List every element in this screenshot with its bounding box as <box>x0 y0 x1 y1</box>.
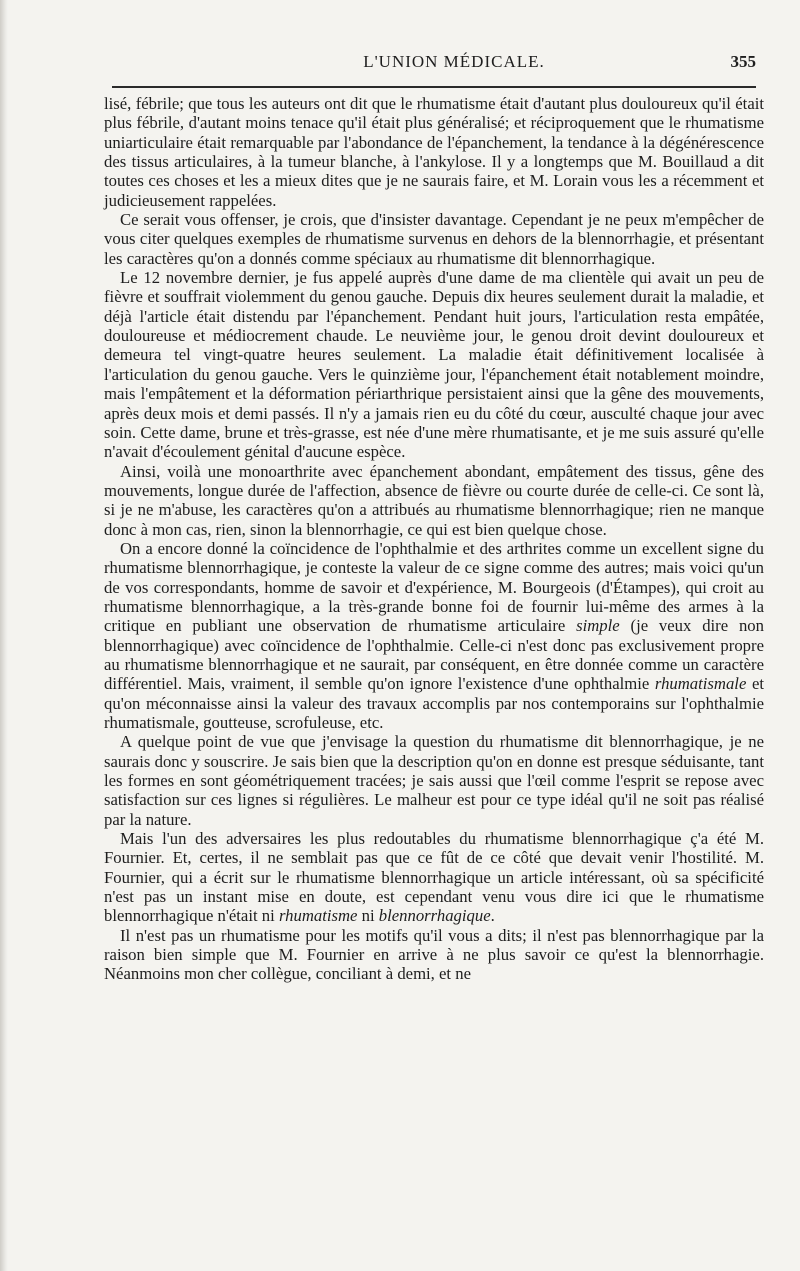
italic-term: blennorrhagique <box>378 906 491 926</box>
paragraph <box>104 829 764 926</box>
article-body <box>104 94 764 984</box>
paragraph: Ainsi, voilà une monoarthrite avec épanchement abondant, empâtement des tissus, gêne des mouvements, longue durée de l'affection, absence de fièvre ou courte durée de celle-ci. Ce sont là, si je ne m'abuse, les caractères qu'on a attribués au rhumatisme blennorrhagique; rien ne manque donc à mon cas, rien, sinon la blennorrhagie, ce qui est bien quelque chose. <box>104 461 764 539</box>
text-run: et qu'on méconnaisse ainsi la valeur des travaux accomplis par nos contemporains sur l'ophthalmie rhumatismale, goutteuse, scrofuleuse, etc. <box>104 674 765 732</box>
book-page <box>104 52 764 984</box>
paragraph: Ce serait vous offenser, je crois, que d'insister davantage. Cependant je ne peux m'empêcher de vous citer quelques exemples de rhumatisme survenus en dehors de la blennorrhagie, et présentant les caractères qu'on a donnés comme spéciaux au rhumatisme dit blennorrhagique. <box>104 210 764 268</box>
paragraph: A quelque point de vue que j'envisage la question du rhumatisme dit blennorrhagique, je ne saurais donc y souscrire. Je sais bien que la description qu'on en donne est presque séduisante, tant les formes en sont géométriquement tracées; je sais aussi que l'œil comme l'esprit se repose avec satisfaction sur ces lignes si régulières. Le malheur est pour ce type idéal qu'il ne soit pas réalisé par la nature. <box>104 732 764 829</box>
italic-term: rhumatisme <box>278 906 358 926</box>
italic-term: rhumatismale <box>654 674 747 694</box>
paragraph-continuation: lisé, fébrile; que tous les auteurs ont dit que le rhumatisme était d'autant plus douloureux qu'il était plus fébrile, d'autant moins tenace qu'il était plus généralisé; et réciproquement que le rhumatisme uniarticulaire était remarquable par l'abondance de l'épanchement, la tendance à la dégénérescence des tissus articulaires, à la tumeur blanche, à l'ankylose. Il y a longtemps que M. Bouillaud a dit toutes ces choses et les a mieux dites que je ne saurais faire, et M. Lorain vous les a récemment et judicieusement rappelées. <box>104 94 764 210</box>
header-rule <box>112 86 756 88</box>
text-run: (je veux dire non blennorrhagique) avec coïncidence de l'ophthalmie. Celle-ci n'est donc pas exclusivement propre au rhumatisme blennorrhagique et ne saurait, par conséquent, en être donnée comme un caractère différentiel. Mais, vraiment, il semble qu'on ignore l'existence d'une ophthalmie <box>104 616 764 694</box>
italic-term: simple <box>576 616 620 636</box>
paragraph: Le 12 novembre dernier, je fus appelé auprès d'une dame de ma clientèle qui avait un peu de fièvre et souffrait violemment du genou gauche. Depuis dix heures seulement durait la maladie, et déjà l'article était distendu par l'épanchement. Pendant huit jours, l'articulation resta empâtée, douloureuse et médiocrement chaude. Le neuvième jour, le genou droit devint douloureux et demeura tel vingt-quatre heures seulement. La maladie était définitivement localisée à l'articulation du genou gauche. Vers le quinzième jour, l'épanchement était notablement moindre, mais l'empâtement et la déformation périarthrique persistaient ainsi que la gêne des mouvements, après deux mois et demi passés. Il n'y a jamais rien eu du côté du cœur, ausculté chaque jour avec soin. Cette dame, brune et très-grasse, est née d'une mère rhumatisante, et je me suis assuré qu'elle n'avait d'écoulement génital d'aucune espèce. <box>104 268 764 462</box>
journal-title: L'UNION MÉDICALE. <box>363 52 545 71</box>
text-run: On a encore donné la coïncidence de l'ophthalmie et des arthrites comme un excellent signe du rhumatisme blennorrhagique, je conteste la valeur de ce signe comme des autres; mais voici qu'un de vos correspondants, homme de savoir et d'expérience, M. Bourgeois (d'Étampes), qui croit au rhumatisme blennorrhagique, a la très-grande bonne foi de fournir lui-même des armes à la critique en publiant une observation de rhumatisme articulaire <box>104 538 764 636</box>
paragraph <box>104 539 764 732</box>
page-binding-edge <box>0 0 8 1271</box>
paragraph: Il n'est pas un rhumatisme pour les motifs qu'il vous a dits; il n'est pas blennorrhagique par la raison bien simple que M. Fournier en arrive à ne plus savoir ce qu'est la blennorrhagie. Néanmoins mon cher collègue, conciliant à demi, et ne <box>104 925 764 984</box>
running-head <box>104 52 764 86</box>
text-run: ni <box>357 906 379 926</box>
text-run: Mais l'un des adversaires les plus redoutables du rhumatisme blennorrhagique ç'a été M. Fournier. Et, certes, il ne semblait pas que ce fût de ce côté que devait venir l'hostilité. M. Fournier, qui a écrit sur le rhumatisme blennorrhagique un article intéressant, où sa spécificité n'est pas un instant mise en doute, est cependant venu vous dire ici que le rhumatisme blennorrhagique n'était ni <box>104 829 764 926</box>
text-run: . <box>490 906 495 926</box>
page-number: 355 <box>730 52 756 71</box>
